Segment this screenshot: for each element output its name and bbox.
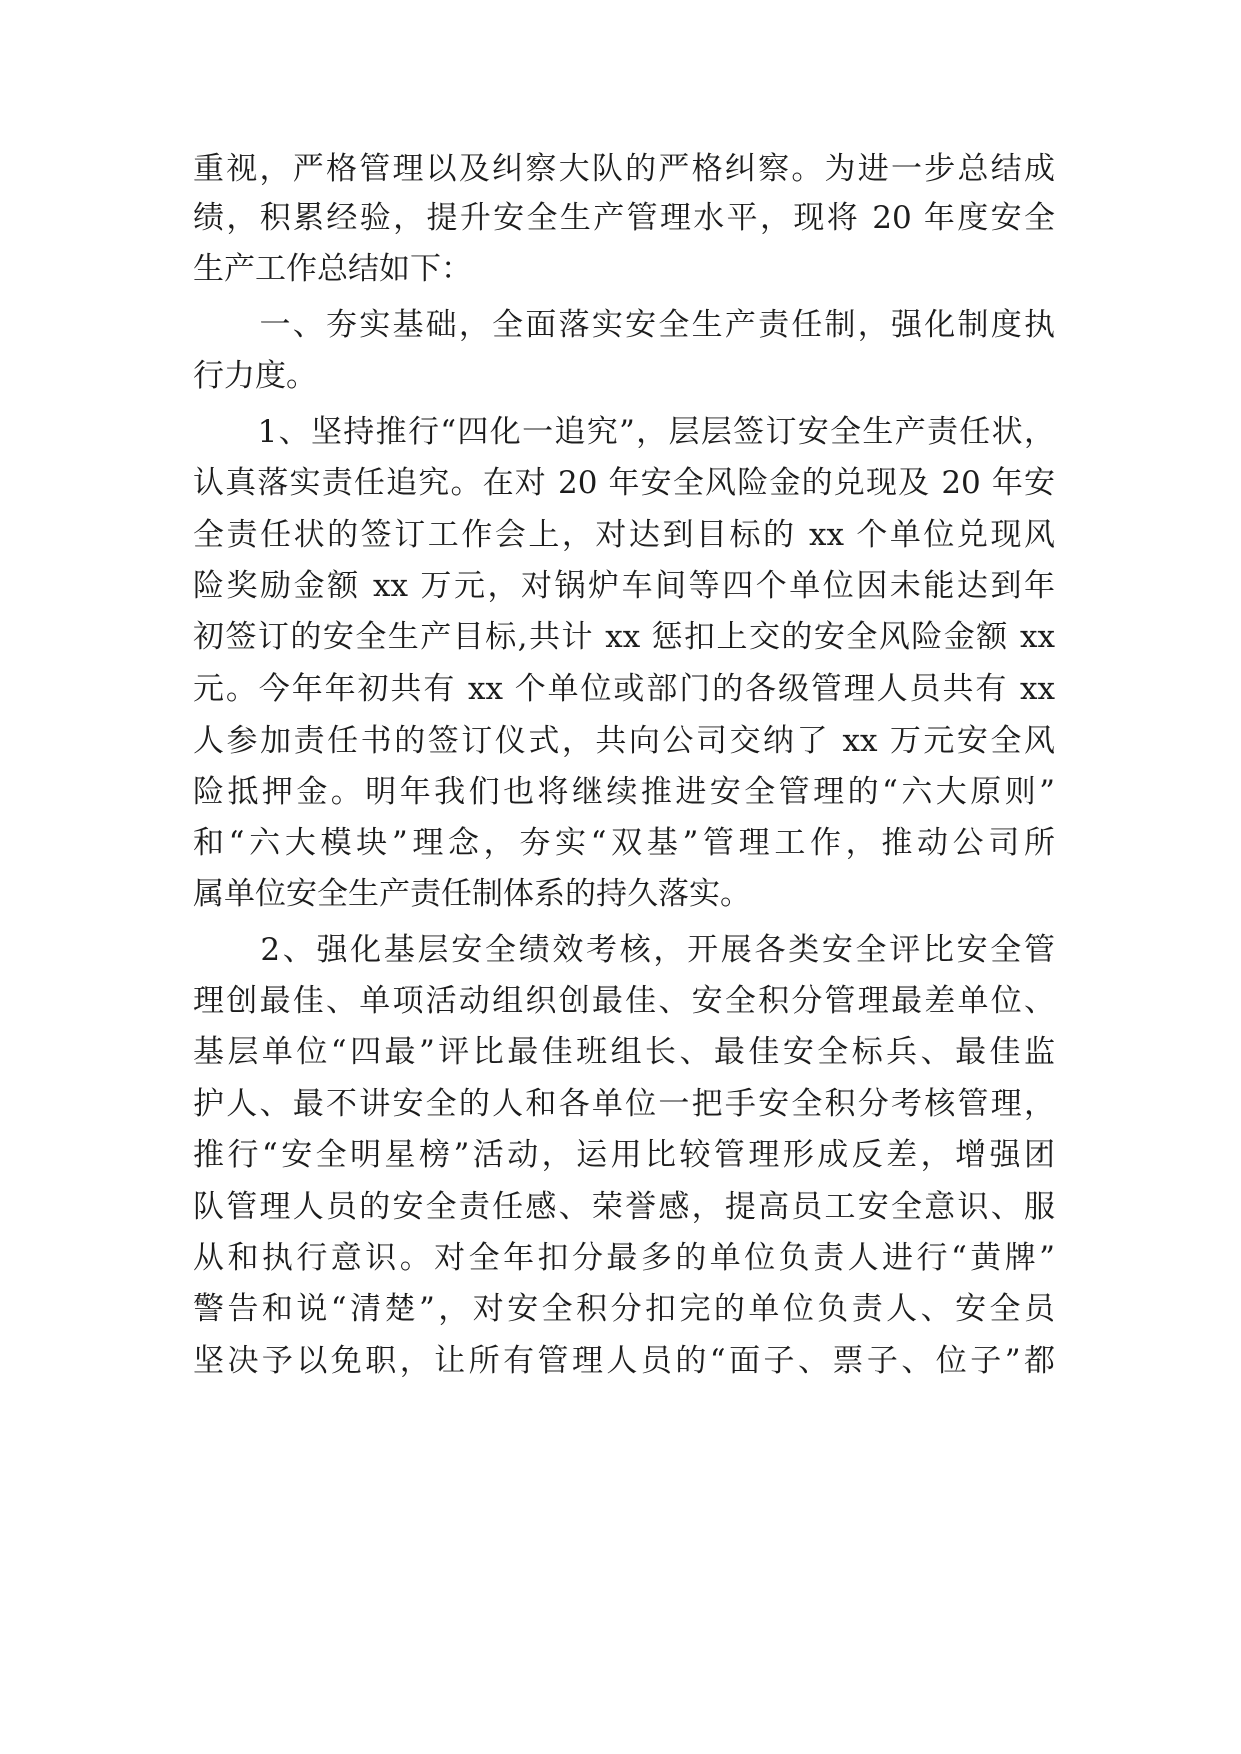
text-line: 重视，严格管理以及纠察大队的严格纠察。为进一步总结成 — [193, 151, 1055, 187]
section-heading: 行力度。 — [193, 358, 317, 394]
text-line: 险抵押金。明年我们也将继续推进安全管理的“六大原则” — [193, 774, 1055, 810]
text-line: 险奖励金额 xx 万元，对锅炉车间等四个单位因未能达到年 — [193, 568, 1055, 604]
text-line: 推行“安全明星榜”活动，运用比较管理形成反差，增强团 — [193, 1137, 1055, 1173]
text-line: 从和执行意识。对全年扣分最多的单位负责人进行“黄牌” — [193, 1240, 1055, 1276]
text-line: 属单位安全生产责任制体系的持久落实。 — [193, 876, 751, 912]
text-line: 2、强化基层安全绩效考核，开展各类安全评比安全管 — [193, 932, 1055, 968]
text-line: 基层单位“四最”评比最佳班组长、最佳安全标兵、最佳监 — [193, 1034, 1055, 1070]
text-line: 初签订的安全生产目标,共计 xx 惩扣上交的安全风险金额 xx — [193, 619, 1055, 655]
text-line: 人参加责任书的签订仪式，共向公司交纳了 xx 万元安全风 — [193, 723, 1055, 759]
text-line: 队管理人员的安全责任感、荣誉感，提高员工安全意识、服 — [193, 1189, 1055, 1225]
text-line: 认真落实责任追究。在对 20 年安全风险金的兑现及 20 年安 — [193, 465, 1055, 501]
text-line: 警告和说“清楚”，对安全积分扣完的单位负责人、安全员 — [193, 1291, 1055, 1327]
text-line: 护人、最不讲安全的人和各单位一把手安全积分考核管理， — [193, 1086, 1055, 1122]
text-line: 全责任状的签订工作会上，对达到目标的 xx 个单位兑现风 — [193, 517, 1055, 553]
text-line: 1、坚持推行“四化一追究”，层层签订安全生产责任状， — [193, 414, 1055, 450]
text-line: 理创最佳、单项活动组织创最佳、安全积分管理最差单位、 — [193, 983, 1055, 1019]
text-line: 坚决予以免职，让所有管理人员的“面子、票子、位子”都 — [193, 1343, 1055, 1379]
text-line: 元。今年年初共有 xx 个单位或部门的各级管理人员共有 xx — [193, 671, 1055, 707]
text-line: 生产工作总结如下： — [193, 251, 472, 287]
text-line: 和“六大模块”理念，夯实“双基”管理工作，推动公司所 — [193, 825, 1055, 861]
text-line: 绩，积累经验，提升安全生产管理水平，现将 20 年度安全 — [193, 200, 1055, 236]
section-heading: 一、夯实基础，全面落实安全生产责任制，强化制度执 — [193, 307, 1055, 343]
